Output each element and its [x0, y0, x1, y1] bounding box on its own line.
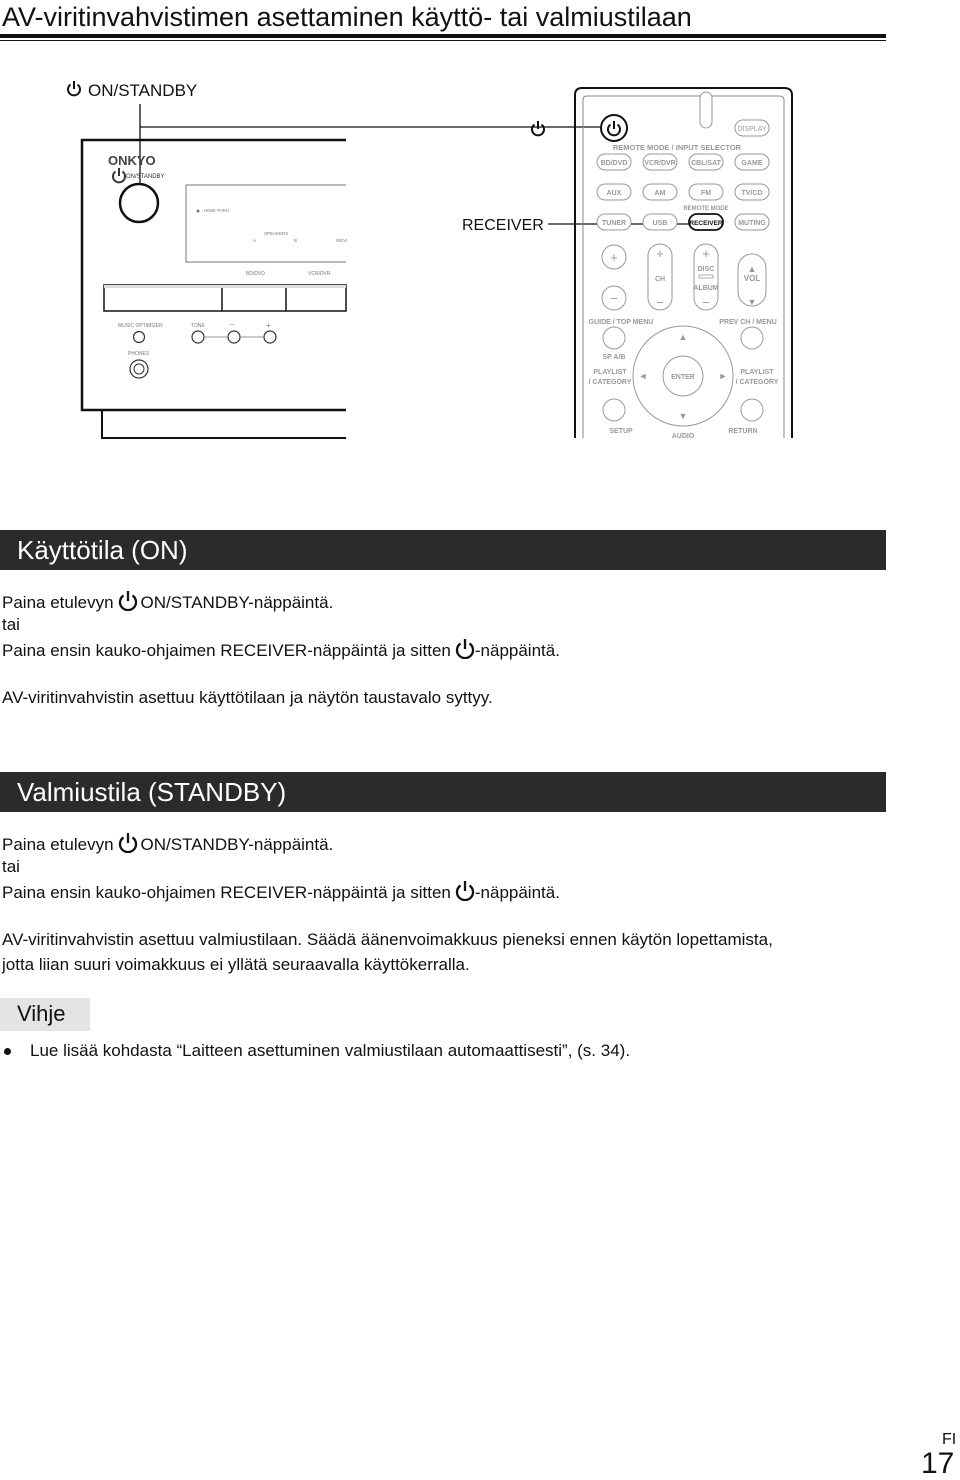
panel-label: PHONES — [128, 351, 150, 357]
svg-text:−: − — [702, 295, 710, 310]
remote-label: MUTING — [738, 220, 766, 227]
remote-label: AUX — [606, 190, 622, 197]
section-heading-standby: Valmiustila (STANDBY) — [17, 777, 287, 807]
section-heading-on: Käyttötila (ON) — [17, 535, 188, 565]
result-text: AV-viritinvahvistin asettuu valmiustilaan. Säädä äänenvoimakkuus pieneksi ennen käytön lopettamista, — [2, 930, 773, 949]
prev-ch-menu-button[interactable] — [741, 327, 763, 349]
remote-label: PLAYLIST — [593, 369, 627, 376]
text: ON/STANDBY-näppäintä. — [140, 835, 334, 854]
text: -näppäintä. — [474, 883, 560, 902]
result-text: AV-viritinvahvistin asettuu käyttötilaan ja näytön taustavalo syttyy. — [2, 688, 493, 707]
remote-label: SP A/B — [602, 354, 626, 361]
remote-label: AUDIO — [671, 433, 695, 440]
remote-label: GUIDE / TOP MENU — [588, 319, 654, 326]
panel-label: ON/STANDBY — [126, 174, 165, 180]
text: Paina ensin kauko-ohjaimen RECEIVER-näppäintä ja sitten — [2, 883, 451, 902]
power-icon — [118, 833, 138, 853]
result-text: jotta liian suuri voimakkuus ei yllätä seuraavalla käyttökerralla. — [2, 955, 470, 974]
panel-label: B — [294, 238, 298, 243]
panel-label: − — [230, 322, 235, 329]
tone-minus-button[interactable] — [228, 331, 240, 343]
remote-label: / CATEGORY — [588, 379, 632, 386]
power-icon — [532, 121, 544, 135]
brand-logo: ONKYO — [108, 153, 156, 168]
title-rule-thin — [0, 40, 886, 41]
panel-label: SPEAKERS — [264, 231, 289, 236]
right-arrow-icon: ► — [718, 371, 728, 381]
remote-label: AM — [654, 190, 666, 197]
svg-text:+: + — [656, 246, 664, 261]
remote-label: DISC — [697, 266, 715, 273]
remote-label: DISPLAY — [737, 126, 767, 133]
instruction-line — [2, 639, 560, 662]
remote-label: ENTER — [671, 374, 695, 381]
remote-label: TUNER — [601, 220, 627, 227]
or-text: tai — [2, 857, 20, 876]
figure-receiver-and-remote — [0, 50, 900, 450]
panel-label: BD/DVD — [246, 271, 265, 277]
power-icon — [455, 639, 475, 659]
svg-text:−: − — [610, 291, 618, 306]
text: -näppäintä. — [474, 641, 560, 660]
bullet-icon — [4, 1048, 11, 1055]
svg-text:▲: ▲ — [747, 264, 757, 274]
power-icon — [455, 881, 475, 901]
text: Paina etulevyn — [2, 835, 114, 854]
remote-label: FM — [700, 190, 712, 197]
on-standby-callout: ON/STANDBY — [88, 81, 198, 100]
svg-text:▼: ▼ — [747, 297, 757, 307]
panel-label: + — [266, 321, 271, 330]
remote-label: REMOTE MODE / INPUT SELECTOR — [612, 143, 742, 152]
panel-label: MOVI — [336, 238, 348, 243]
text: Paina etulevyn — [2, 593, 114, 612]
remote-label: VOL — [743, 274, 761, 283]
text: ON/STANDBY-näppäintä. — [140, 593, 334, 612]
page-number: 17 — [921, 1447, 955, 1480]
remote-label: USB — [652, 220, 668, 227]
remote-label: RECEIVER — [689, 220, 723, 227]
remote-label: REMOTE MODE — [683, 206, 729, 212]
remote-label: SETUP — [609, 428, 633, 435]
page-title: AV-viritinvahvistimen asettaminen käyttö- tai valmiustilaan — [2, 2, 692, 32]
svg-text:−: − — [656, 295, 664, 310]
remote-label: BD/DVD — [600, 160, 628, 167]
hint-item: Lue lisää kohdasta “Laitteen asettuminen valmiustilaan automaattisesti”, (s. 34). — [30, 1041, 631, 1060]
hint-box — [0, 998, 90, 1031]
receiver-callout: RECEIVER — [462, 217, 544, 234]
power-icon — [118, 591, 138, 611]
up-arrow-icon: ▲ — [678, 332, 688, 342]
remote-label: CH — [654, 276, 666, 283]
remote-label: TV/CD — [741, 190, 763, 197]
return-button[interactable] — [741, 399, 763, 421]
text: Paina ensin kauko-ohjaimen RECEIVER-näppäintä ja sitten — [2, 641, 451, 660]
guide-top-menu-button[interactable] — [603, 327, 625, 349]
remote-controller — [532, 88, 792, 440]
section-heading-bar — [0, 772, 886, 812]
setup-button[interactable] — [603, 399, 625, 421]
svg-text:+: + — [610, 250, 618, 265]
language-tag: FI — [942, 1431, 957, 1448]
left-arrow-icon: ◄ — [638, 371, 648, 381]
music-optimizer-button[interactable] — [134, 332, 145, 343]
hint-heading: Vihje — [17, 1001, 66, 1026]
section-heading-bar — [0, 530, 886, 570]
remote-label: VCR/DVR — [644, 160, 676, 167]
panel-label: MUSIC OPTIMIZER — [118, 323, 163, 329]
remote-label: PREV CH / MENU — [719, 319, 777, 326]
instruction-line — [2, 833, 333, 856]
panel-label: HDMI THRU — [204, 208, 230, 213]
panel-label: TONE — [191, 323, 205, 329]
receiver-front-panel — [82, 140, 348, 438]
instruction-line — [2, 591, 333, 614]
or-text: tai — [2, 615, 20, 634]
title-rule — [0, 34, 886, 38]
instruction-line — [2, 881, 560, 904]
power-icon — [68, 81, 80, 95]
panel-label: VCR/DVR — [308, 271, 331, 277]
remote-label: / CATEGORY — [735, 379, 779, 386]
remote-label: GAME — [741, 160, 763, 167]
svg-text:+: + — [702, 246, 710, 261]
tone-plus-button[interactable] — [264, 331, 276, 343]
panel-label: A — [253, 238, 257, 243]
on-standby-button[interactable] — [120, 184, 158, 222]
remote-label: RETURN — [728, 428, 758, 435]
remote-label: CBL/SAT — [691, 160, 721, 167]
remote-label: PLAYLIST — [740, 369, 774, 376]
remote-label: ALBUM — [693, 285, 719, 292]
power-icon — [113, 168, 125, 182]
down-arrow-icon: ▼ — [678, 411, 688, 421]
tone-button[interactable] — [192, 331, 204, 343]
